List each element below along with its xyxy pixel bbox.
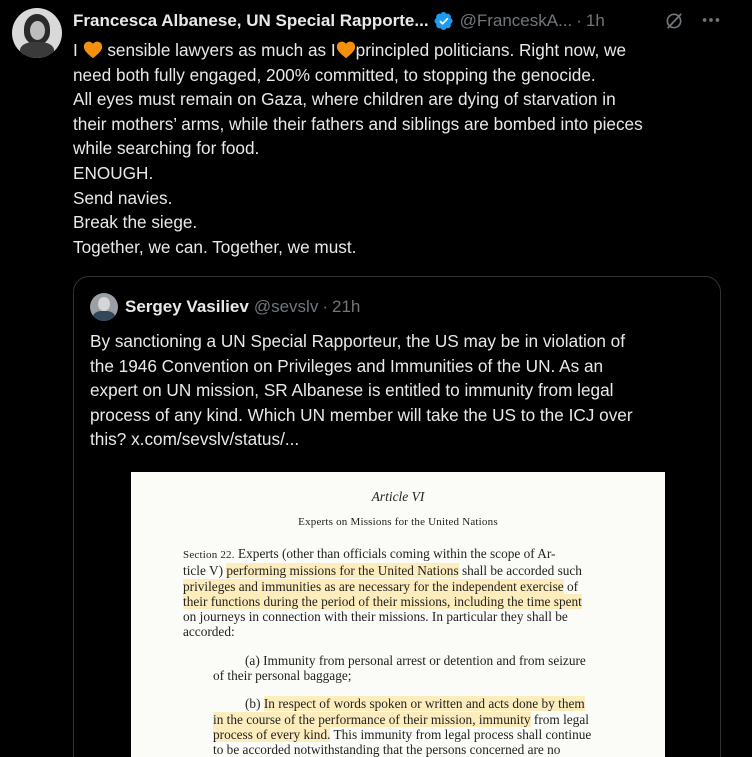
highlighted-text: in the course of the performance of their mission, immunity <box>213 711 531 727</box>
tweet-line: Send navies. <box>73 187 173 208</box>
document-text: from legal <box>530 711 589 727</box>
document-text: of <box>563 578 579 594</box>
author-avatar[interactable] <box>12 8 62 58</box>
tweet-timestamp[interactable]: 1h <box>585 11 605 30</box>
tweet-line-text: principled politicians. Right now, we <box>355 40 627 60</box>
document-line: to be accorded notwithstanding that the persons concerned are no <box>213 742 561 757</box>
quote-text <box>90 329 710 452</box>
highlighted-text: In respect of words spoken or written and acts done by them <box>263 696 585 712</box>
more-options-icon[interactable] <box>700 9 722 31</box>
highlighted-text: performing missions for the United Nations <box>226 563 459 579</box>
document-line <box>183 696 633 711</box>
document-text: shall be accorded such <box>458 563 582 579</box>
tweet-line-text: I <box>73 40 83 60</box>
section-label: Section 22. <box>183 549 235 561</box>
quote-author-name[interactable]: Sergey Vasiliev <box>125 297 249 316</box>
quote-timestamp[interactable]: 21h <box>332 297 361 316</box>
document-line <box>183 563 633 578</box>
document-text: This immunity from legal process shall continue <box>330 726 592 742</box>
quoted-tweet[interactable] <box>73 276 721 757</box>
tweet-line <box>73 38 733 63</box>
tweet-line: All eyes must remain on Gaza, where children are dying of starvation in <box>73 89 616 110</box>
orange-heart-icon <box>336 40 356 59</box>
document-line <box>183 727 633 742</box>
tweet-line: Together, we can. Together, we must. <box>73 236 357 257</box>
document-line <box>183 546 633 563</box>
author-handle[interactable]: @FranceskA... <box>459 11 573 30</box>
tweet-line-text: sensible lawyers as much as I <box>102 40 336 60</box>
document-image[interactable] <box>131 472 665 757</box>
tweet-header <box>73 9 605 33</box>
tweet-line: their mothers’ arms, while their fathers and siblings are bombed into pieces <box>73 113 643 134</box>
document-text: Experts (other than officials coming within the scope of Ar- <box>234 546 556 561</box>
quote-link-line[interactable]: this? x.com/sevslv/status/... <box>90 429 300 450</box>
document-line: of their personal baggage; <box>213 668 352 684</box>
quote-header <box>125 296 360 318</box>
quote-author-avatar[interactable] <box>90 293 118 321</box>
quote-line: By sanctioning a UN Special Rapporteur, the US may be in violation of <box>90 331 626 351</box>
document-body <box>183 546 633 757</box>
document-heading: Experts on Missions for the United Nations <box>298 516 498 528</box>
tweet-line: Break the siege. <box>73 212 198 233</box>
avatar-body <box>93 311 115 321</box>
tweet-line: ENOUGH. <box>73 162 154 183</box>
orange-heart-icon <box>83 40 103 59</box>
document-text: (b) <box>245 696 264 712</box>
document-line: (a) Immunity from personal arrest or detention and from seizure <box>245 652 586 668</box>
quote-line: the 1946 Convention on Privileges and Immunities of the UN. As an <box>90 355 604 376</box>
separator-dot: · <box>322 297 328 316</box>
highlighted-text: process of every kind. <box>213 726 331 742</box>
quote-author-handle[interactable]: @sevslv <box>253 297 319 316</box>
quote-line: expert on UN mission, SR Albanese is entitled to immunity from legal <box>90 380 614 401</box>
author-name[interactable]: Francesca Albanese, UN Special Rapporte... <box>73 11 429 30</box>
document-line <box>183 594 633 609</box>
separator-dot: · <box>576 11 582 30</box>
tweet-text <box>73 38 733 259</box>
document-line: accorded: <box>183 624 235 640</box>
document-line: on journeys in connection with their missions. In particular they shall be <box>183 609 568 625</box>
avatar-body <box>20 42 54 58</box>
highlighted-text: privileges and immunities as are necessary for the independent exercise <box>183 578 564 594</box>
document-line <box>183 712 633 727</box>
quote-line: process of any kind. Which UN member will take the US to the ICJ over <box>90 404 633 425</box>
highlighted-text: their functions during the period of their missions, including the time spent <box>183 593 582 609</box>
document-text: ticle V) <box>183 563 227 579</box>
avatar-face <box>30 21 45 40</box>
document-line <box>183 579 633 594</box>
grok-icon[interactable] <box>664 11 684 31</box>
tweet-line: need both fully engaged, 200% committed, to stopping the genocide. <box>73 64 596 85</box>
tweet-line: while searching for food. <box>73 138 260 159</box>
document-article-title: Article VI <box>371 489 425 504</box>
verified-badge-icon <box>434 11 454 31</box>
avatar-face <box>98 297 110 311</box>
paragraph-gap <box>183 683 633 696</box>
paragraph-gap <box>183 640 633 653</box>
